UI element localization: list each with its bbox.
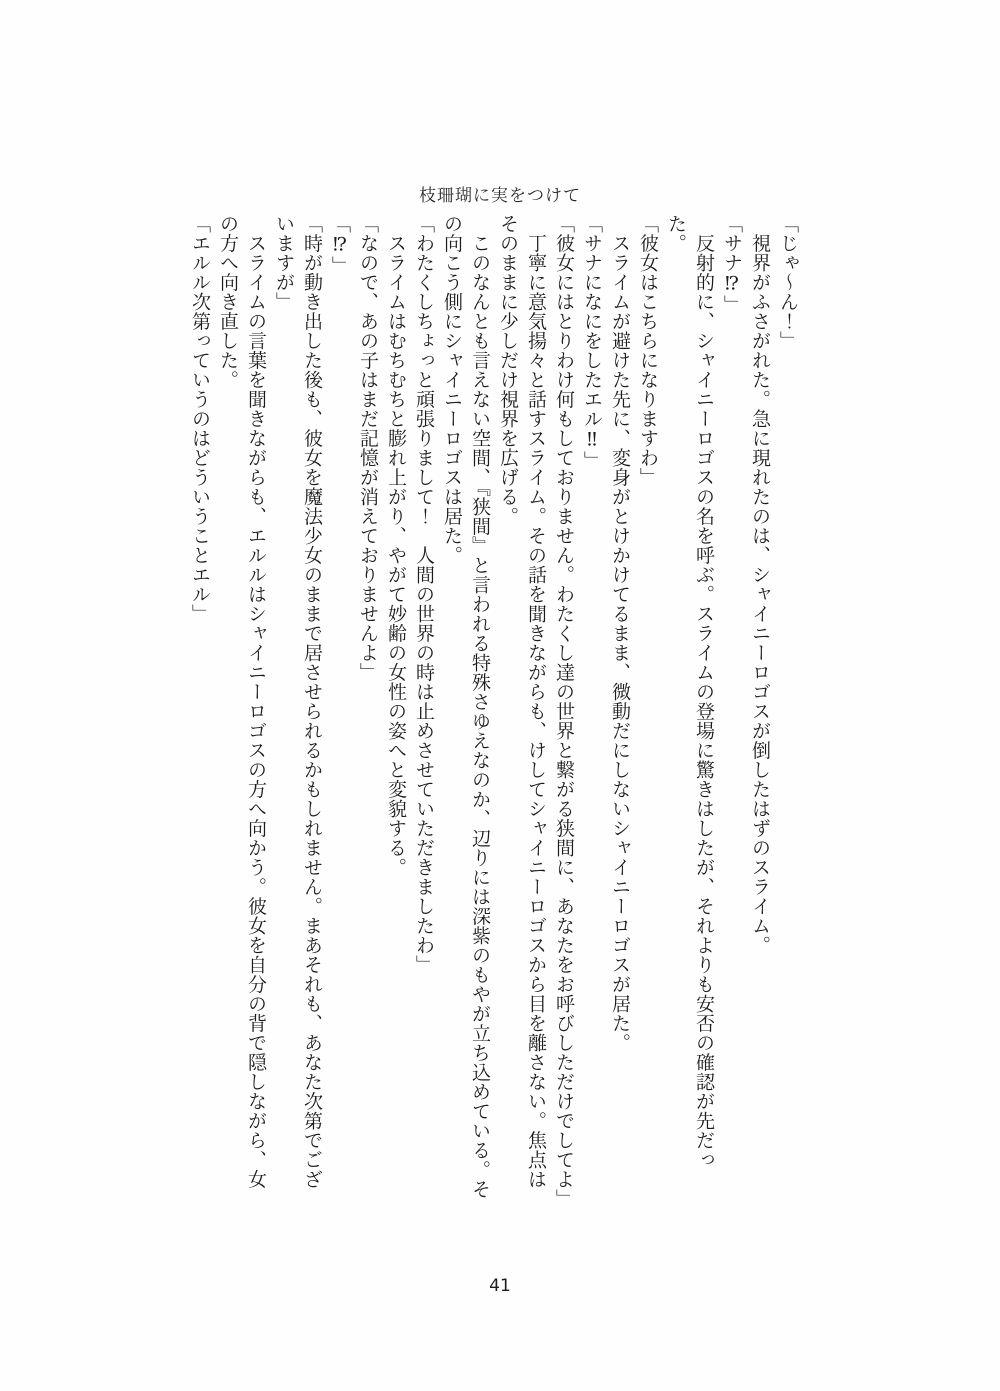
paragraph-dialogue: 「彼女にはとりわけ何もしておりません。わたくし達の世界と繋がる狭間に、あなたをお呼びしただけでしてよ」	[553, 214, 575, 1209]
paragraph-narration: このなんとも言えない空間、『狭間』と言われる特殊さゆえなのか、辺りには深紫のもやが立ち込めている。その向こう側にシャイニーロゴスは居た。	[441, 214, 491, 1199]
paragraph-narration: 反射的に、シャイニーロゴスの名を呼ぶ。スライムの登場に驚きはしたが、それよりも安否の確認が先だった。	[665, 214, 715, 1170]
body-text	[186, 214, 802, 1209]
paragraph-dialogue: 「サナ⁉」	[721, 214, 743, 315]
paragraph-narration: 視界がふさがれた。急に現れたのは、シャイニーロゴスが倒したはずのスライム。	[749, 214, 771, 955]
paragraph-dialogue: 「エルル次第っていうのはどういうことエル」	[189, 214, 211, 624]
paragraph-dialogue: 「なので、あの子はまだ記憶が消えておりませんよ」	[357, 214, 379, 682]
paragraph-dialogue: 「わたくしちょっと頑張りまして！ 人間の世界の時は止めさせていただきましたわ」	[413, 214, 435, 975]
paragraph-dialogue: 「サナになにをしたエル‼」	[581, 214, 603, 471]
paragraph-dialogue: 「じゃ〜ん！」	[777, 214, 799, 351]
paragraph-narration: 丁寧に意気揚々と話すスライム。その話を聞きながらも、けしてシャイニーロゴスから目を離さない。焦点はそのままに少しだけ視界を広げる。	[497, 214, 547, 1189]
running-header-title: 枝珊瑚に実をつけて	[419, 186, 581, 206]
paragraph-dialogue: 「時が動き出した後も、彼女を魔法少女のままで居させられるかもしれません。まあそれも、あなた次第でございますが」	[273, 214, 323, 1189]
page-number: 41	[489, 1276, 511, 1296]
paragraph-narration: スライムが避けた先に、変身がとけかけてるまま、微動だにしないシャイニーロゴスが居た。	[609, 214, 631, 1053]
paragraph-narration: スライムはむちむちと膨れ上がり、やがて妙齢の女性の姿へと変貌する。	[385, 214, 407, 877]
paragraph-dialogue: 「彼女はこちらになりますわ」	[637, 214, 659, 487]
paragraph-dialogue: 「⁉」	[329, 214, 351, 276]
paragraph-narration: スライムの言葉を聞きながらも、エルルはシャイニーロゴスの方へ向かう。彼女を自分の背で隠しながら、女の方へ向き直した。	[217, 214, 267, 1189]
